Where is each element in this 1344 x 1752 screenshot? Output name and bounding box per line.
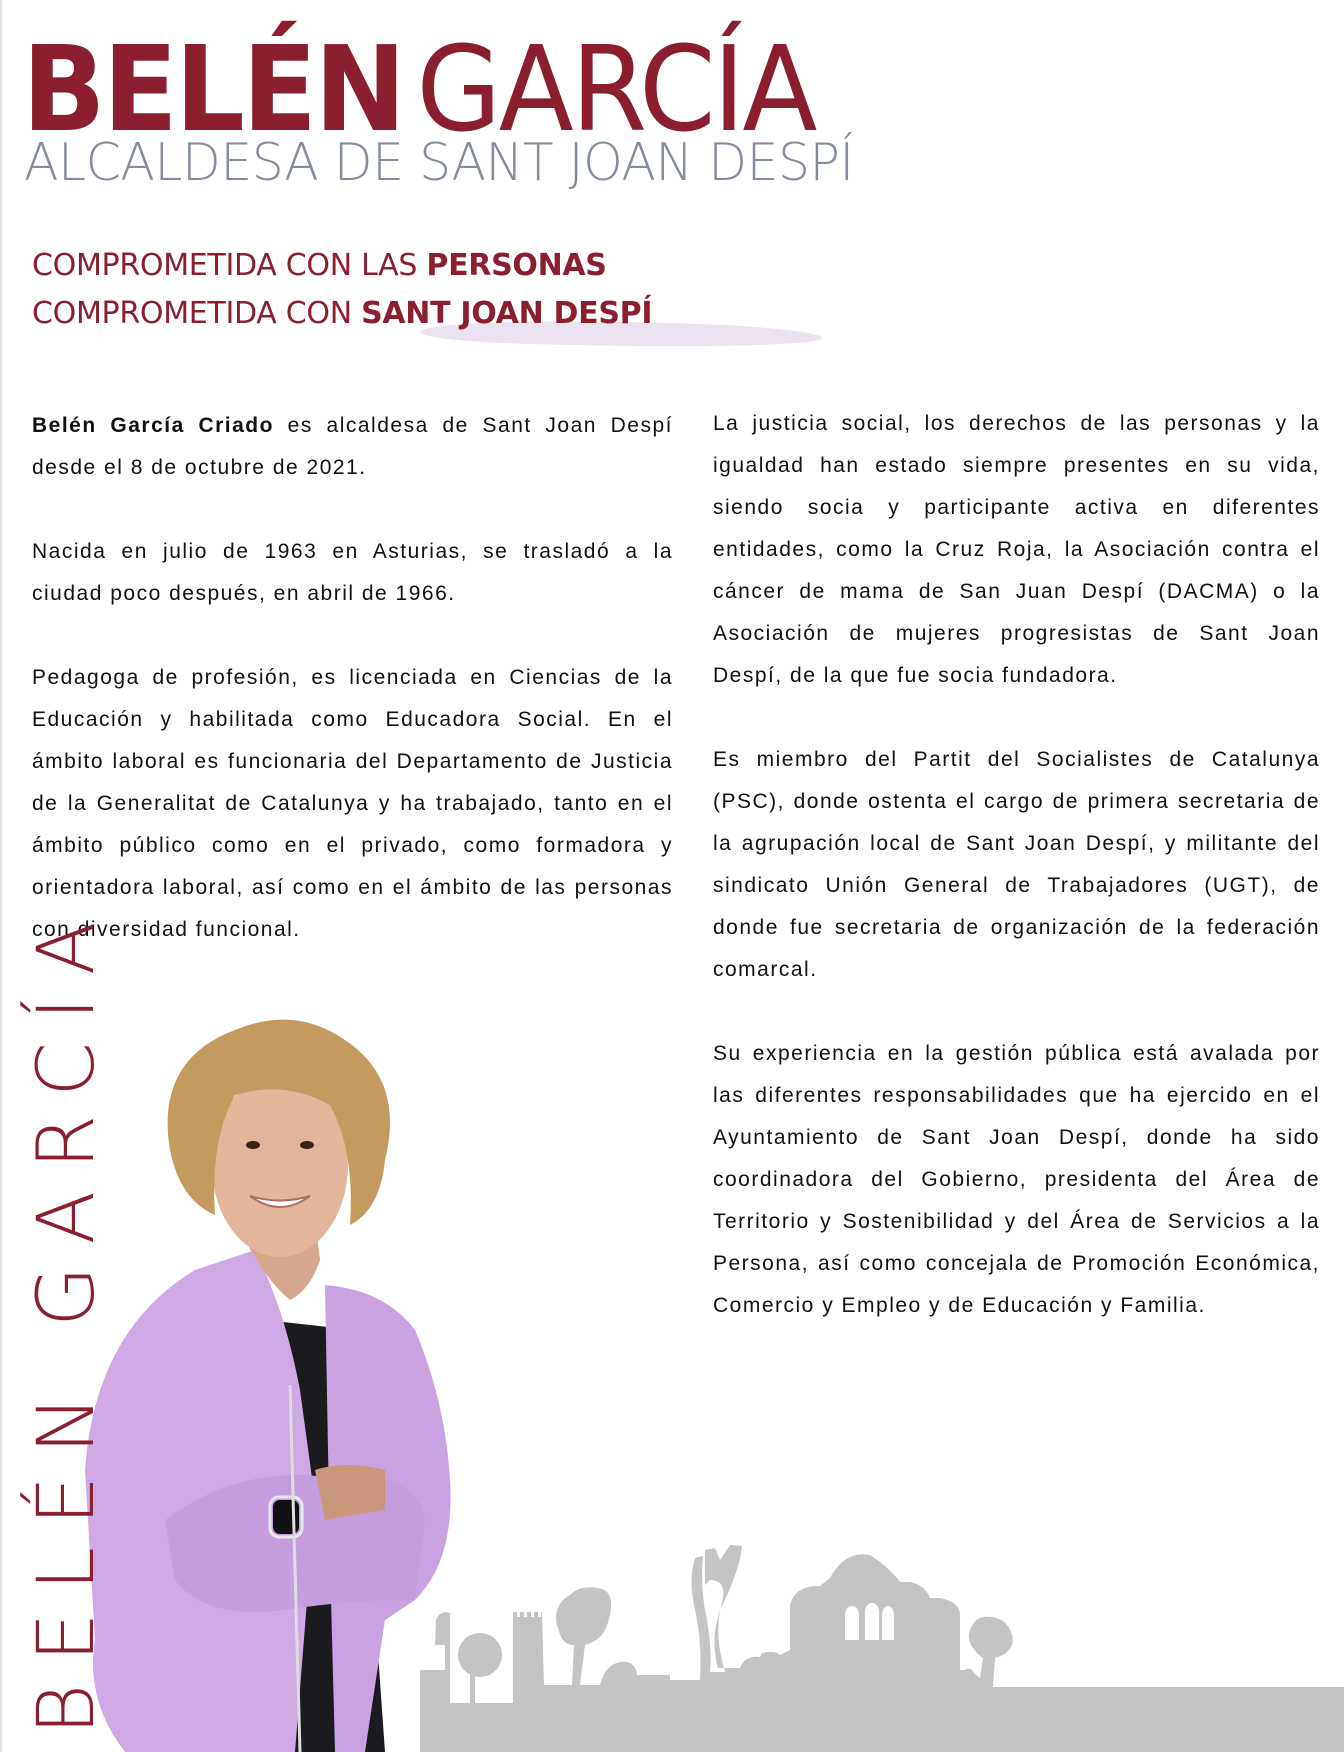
tagline-2-emphasis: SANT JOAN DESPÍ bbox=[361, 296, 653, 331]
bio-paragraph: Pedagoga de profesión, es licenciada en Ciencias de la Educación y habilitada como Educadora Social. En el ámbito laboral es funcionaria del Departamento de Justicia de la Generalitat de Catalunya y ha trabajado, tanto en el ámbito público como en el privado, como formadora y orientadora laboral, así como en el ámbito de las personas con diversidad funcional. bbox=[32, 666, 673, 941]
bio-paragraph: Su experiencia en la gestión pública está avalada por las diferentes responsabilidades que ha ejercido en el Ayuntamiento de Sant Joan Despí, donde ha sido coordinadora del Gobierno, presidenta del Área de Territorio y Sostenibilidad y del Área de Servicios a la Persona, así como concejala de Promoción Económica, Comercio y Empleo y de Educación y Familia. bbox=[713, 1042, 1320, 1317]
bio-text: es alcaldesa de Sant Joan Despí desde el 8 de octubre de 2021. bbox=[32, 414, 673, 479]
tagline-1-emphasis: PERSONAS bbox=[426, 248, 607, 283]
bio-right-column bbox=[713, 403, 1320, 1369]
portrait-photo bbox=[85, 1000, 515, 1752]
tagline-1 bbox=[32, 248, 607, 283]
bio-paragraph: Nacida en julio de 1963 en Asturias, se trasladó a la ciudad poco después, en abril de 1966. bbox=[32, 540, 673, 605]
bio-paragraph: La justicia social, los derechos de las personas y la igualdad han estado siempre presentes en su vida, siendo socia y participante activa en diferentes entidades, como la Cruz Roja, la Asociación contra el cáncer de mama de San Juan Despí (DACMA) o la Asociación de mujeres progresistas de Sant Joan Despí, de la que fue socia fundadora. bbox=[713, 412, 1320, 687]
bio-left-column bbox=[32, 405, 673, 993]
tagline-2 bbox=[32, 296, 653, 331]
bio-paragraph: Es miembro del Partit del Socialistes de Catalunya (PSC), donde ostenta el cargo de primera secretaria de la agrupación local de Sant Joan Despí, y militante del sindicato Unión General de Trabajadores (UGT), de donde fue secretaria de organización de la federación comarcal. bbox=[713, 748, 1320, 981]
page-edge-line bbox=[0, 0, 2, 1752]
bio-paragraph bbox=[32, 405, 673, 489]
vertical-name-label: BELÉN GARCÍA bbox=[22, 899, 112, 1735]
page-subtitle: ALCALDESA DE SANT JOAN DESPÍ bbox=[24, 133, 854, 193]
bio-name-bold: Belén García Criado bbox=[32, 414, 274, 437]
page-title bbox=[22, 20, 815, 158]
title-last-name: GARCÍA bbox=[416, 20, 815, 158]
tagline-2-prefix: COMPROMETIDA CON bbox=[32, 296, 362, 331]
skyline-silhouette-image bbox=[420, 1520, 1344, 1752]
tagline-1-prefix: COMPROMETIDA CON LAS bbox=[32, 248, 427, 283]
title-first-name: BELÉN bbox=[22, 20, 404, 158]
